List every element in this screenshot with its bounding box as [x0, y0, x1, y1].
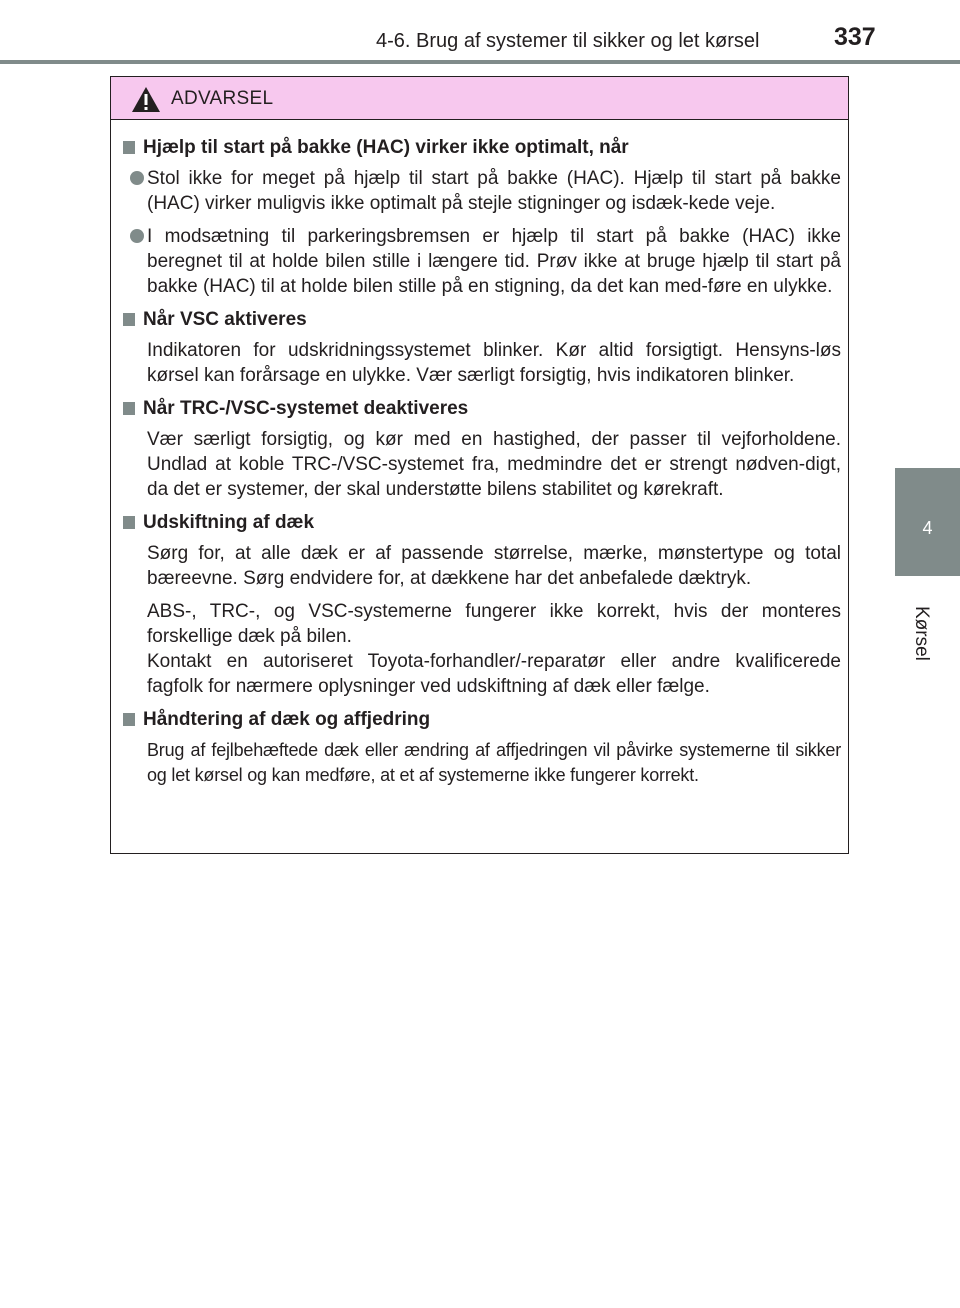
section-heading	[121, 510, 841, 536]
heading-text: Håndtering af dæk og affjedring	[143, 709, 431, 730]
chapter-number: 4	[922, 518, 933, 538]
list-item	[121, 224, 841, 299]
section-title: 4-6. Brug af systemer til sikker og let kørsel	[376, 30, 760, 52]
warning-triangle-icon	[131, 86, 161, 113]
paragraph: Indikatoren for udskridningssystemet blinker. Kør altid forsigtigt. Hensyns-løs kørsel kan forårsage en ulykke. Vær særligt forsigtig, hvis indikatoren blinker.	[147, 340, 841, 386]
heading-text: Hjælp til start på bakke (HAC) virker ikke optimalt, når	[143, 137, 629, 158]
circle-bullet-icon	[130, 229, 144, 243]
square-bullet-icon	[123, 141, 135, 154]
square-bullet-icon	[123, 516, 135, 529]
heading-text: Når TRC-/VSC-systemet deaktiveres	[143, 398, 469, 419]
paragraph: Vær særligt forsigtig, og kør med en hastighed, der passer til vejforholdene. Undlad at koble TRC-/VSC-systemet fra, medmindre det er strengt nødven-digt, da det er systemer, der skal understøtte bilens stabilitet og kørekraft.	[147, 429, 841, 500]
heading-text: Udskiftning af dæk	[143, 512, 315, 533]
chapter-label	[902, 592, 942, 661]
circle-bullet-icon	[130, 171, 144, 185]
square-bullet-icon	[123, 713, 135, 726]
square-bullet-icon	[123, 313, 135, 326]
warning-box	[110, 76, 849, 854]
chapter-tab	[895, 468, 960, 576]
list-item-text: Stol ikke for meget på hjælp til start på bakke (HAC). Hjælp til start på bakke (HAC) virker muligvis ikke optimalt på stejle stigninger og isdæk-kede veje.	[147, 168, 841, 214]
chapter-label-text: Kørsel	[911, 606, 932, 661]
list-item-text: I modsætning til parkeringsbremsen er hjælp til start på bakke (HAC) ikke beregnet til at holde bilen stille i længere tid. Prøv ikke at bruge hjælp til start på bakke (HAC) til at holde bilen stille på en stigning, da det kan med-føre en ulykke.	[147, 226, 841, 297]
warning-content	[121, 135, 841, 796]
heading-text: Når VSC aktiveres	[143, 309, 307, 330]
paragraph: ABS-, TRC-, og VSC-systemerne fungerer ikke korrekt, hvis der monteres forskellige dæk på bilen.	[147, 601, 841, 647]
paragraph: Brug af fejlbehæftede dæk eller ændring af affjedringen vil påvirke systemerne til sikker og let kørsel og kan medføre, at et af systemerne ikke fungerer korrekt.	[147, 740, 841, 785]
paragraph: Kontakt en autoriseret Toyota-forhandler/-reparatør eller andre kvalificerede fagfolk for nærmere oplysninger ved udskiftning af dæk eller fælge.	[147, 651, 841, 697]
section-heading	[121, 307, 841, 333]
header-rule	[0, 60, 960, 64]
paragraph: Sørg for, at alle dæk er af passende størrelse, mærke, mønstertype og total bæreevne. Sørg endvidere for, at dækkene har det anbefalede dæktryk.	[147, 543, 841, 589]
warning-header	[111, 77, 848, 120]
section-heading	[121, 396, 841, 422]
page-number: 337	[834, 23, 876, 51]
warning-title: ADVARSEL	[171, 88, 274, 109]
list-item	[121, 166, 841, 216]
square-bullet-icon	[123, 402, 135, 415]
section-heading	[121, 135, 841, 161]
section-heading	[121, 707, 841, 733]
